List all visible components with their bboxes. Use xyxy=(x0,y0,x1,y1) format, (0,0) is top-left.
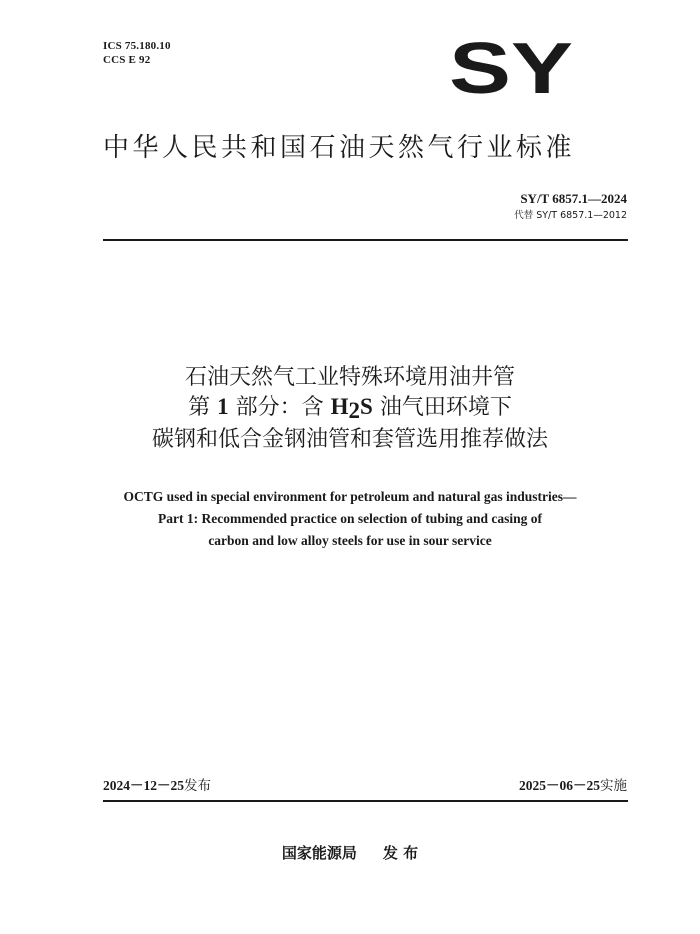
part-number: 1 xyxy=(217,394,229,419)
publisher-name: 国家能源局 xyxy=(281,844,357,862)
chinese-title-line-3: 碳钢和低合金钢油管和套管选用推荐做法 xyxy=(151,427,548,452)
issue-date: 2024－12－25 xyxy=(103,778,184,793)
publisher xyxy=(0,844,700,862)
replaces-standard: 代替 SY/T 6857.1—2012 xyxy=(514,210,627,221)
classification-codes xyxy=(103,39,171,67)
sy-logo xyxy=(448,40,574,96)
svg-text:SY: SY xyxy=(449,40,573,96)
publisher-action: 发 布 xyxy=(382,844,419,862)
formula-subscript: 2 xyxy=(348,398,361,423)
english-title-line-3: carbon and low alloy steels for use in sour service xyxy=(208,533,492,548)
standard-number: SY/T 6857.1—2024 xyxy=(520,191,627,206)
top-divider xyxy=(103,239,628,241)
issue-label: 发布 xyxy=(184,778,211,794)
effective-date: 2025－06－25 xyxy=(519,778,600,793)
part-mid: 部分：含 xyxy=(228,395,331,420)
chinese-title xyxy=(0,363,700,454)
issue-date-block xyxy=(103,778,211,794)
english-title-line-1: OCTG used in special environment for petroleum and natural gas industries— xyxy=(123,489,577,504)
chinese-title-line-1: 石油天然气工业特殊环境用油井管 xyxy=(184,365,515,390)
effective-label: 实施 xyxy=(600,778,627,794)
part-prefix: 第 xyxy=(188,395,218,420)
formula-s: S xyxy=(360,394,373,419)
ics-code: ICS 75.180.10 xyxy=(103,40,171,52)
formula-h: H xyxy=(330,394,349,419)
chinese-title-line-2 xyxy=(0,392,700,425)
english-title xyxy=(0,486,700,552)
english-title-line-2: Part 1: Recommended practice on selection of tubing and casing of xyxy=(158,511,542,526)
bottom-divider xyxy=(103,800,628,802)
ccs-code: CCS E 92 xyxy=(103,54,151,66)
part-suffix: 油气田环境下 xyxy=(372,395,512,420)
standard-category-title: 中华人民共和国石油天然气行业标准 xyxy=(103,133,576,163)
effective-date-block xyxy=(519,778,627,794)
